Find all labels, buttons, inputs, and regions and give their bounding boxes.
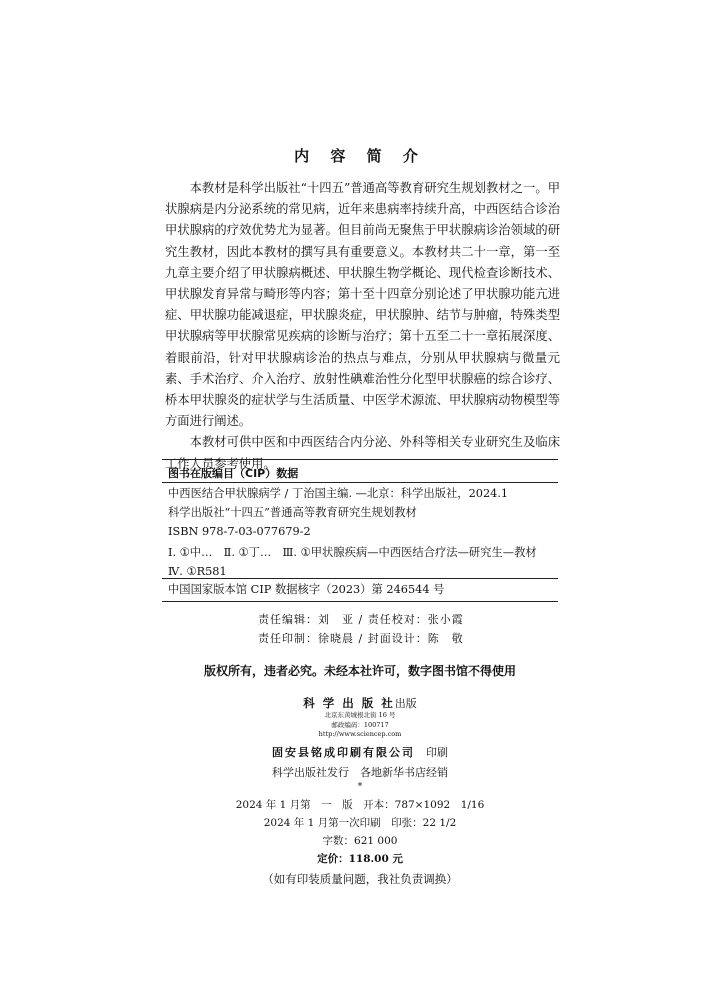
cip-title: 图书在版编目（CIP）数据 [168, 467, 299, 480]
publisher-suffix: 出版 [394, 697, 417, 710]
quality-notice: （如有印装质量问题，我社负责调换） [262, 872, 458, 886]
print-design-credit: 责任印制：徐晓晨 / 封面设计：陈 敬 [258, 632, 464, 645]
cip-bottom-rule [162, 601, 558, 602]
intro-paragraph-1: 本教材是科学出版社“十四五”普通高等教育研究生规划教材之一。甲状腺病是内分泌系统的常见病，近年来患病率持续升高，中西医结合诊治甲状腺病的疗效优势尤为显著。但目前尚无聚焦于甲状腺病诊治领域的研究生教材，因此本教材的撰写具有重要意义。本教材共二十一章，第一至九章主要介绍了甲状腺病概述、甲状腺生物学概论、现代检查诊断技术、甲状腺发育异常与畸形等内容；第十至十四章分别论述了甲状腺功能亢进症、甲状腺功能减退症，甲状腺炎症，甲状腺肿、结节与肿瘤，特殊类型甲状腺病等甲状腺常见疾病的诊断与治疗；第十五至二十一章拓展深度、着眼前沿，针对甲状腺病诊治的热点与难点，分别从甲状腺病与微量元素、手术治疗、介入治疗、放射性碘难治性分化型甲状腺癌的综合诊疗、桥本甲状腺炎的症状学与生活质量、中医学术源流、甲状腺病动物模型等方面进行阐述。 [165, 181, 560, 429]
price: 定价：118.00 元 [317, 853, 403, 865]
intro-text [165, 178, 560, 475]
intro-paragraph-2: 本教材可供中医和中西医结合内分泌、外科等相关专业研究生及临床工作人员参考使用。 [165, 435, 560, 471]
cip-title-rule [162, 482, 558, 483]
cip-top-rule [162, 459, 558, 460]
cip-line-1: 中西医结合甲状腺病学 / 丁治国主编. —北京：科学出版社，2024.1 [168, 487, 509, 500]
printer-suffix: 印刷 [426, 745, 448, 759]
word-count: 字数：621 000 [322, 835, 398, 847]
separator-star: * [357, 781, 363, 792]
publisher-website: http://www.sciencep.com [318, 730, 402, 738]
cip-check-number: 中国国家版本馆 CIP 数据核字（2023）第 246544 号 [168, 583, 445, 596]
cip-classification: Ⅰ. ①中… Ⅱ. ①丁… Ⅲ. ①甲状腺疾病—中西医结合疗法—研究生—教材 Ⅳ. ①R581 [168, 546, 548, 578]
printing-line: 2024 年 1 月第一次印刷 印张：22 1/2 [263, 817, 457, 829]
edition-info [0, 796, 720, 888]
edition-line: 2024 年 1 月第 一 版 开本：787×1092 1/16 [235, 799, 485, 811]
distribution: 科学出版社发行 各地新华书店经销 [272, 765, 448, 779]
publisher-name: 科 学 出 版 社 [303, 696, 395, 710]
cip-isbn: ISBN 978-7-03-077679-2 [168, 525, 311, 538]
cip-record [168, 484, 558, 541]
publisher-block [0, 692, 720, 792]
publisher-postcode: 邮政编码：100717 [331, 720, 389, 729]
intro-title: 内 容 简 介 [294, 147, 426, 165]
editor-credit: 责任编辑：刘 亚 / 责任校对：张小霞 [258, 613, 464, 626]
cip-check-rule [162, 578, 558, 579]
credits [0, 610, 720, 648]
publisher-address: 北京东黄城根北街 16 号 [324, 711, 396, 719]
rights-notice: 版权所有，违者必究。未经本社许可，数字图书馆不得使用 [203, 664, 516, 678]
printer-name: 固安县铭成印刷有限公司 [272, 745, 415, 759]
cip-line-2: 科学出版社“十四五”普通高等教育研究生规划教材 [168, 506, 417, 519]
